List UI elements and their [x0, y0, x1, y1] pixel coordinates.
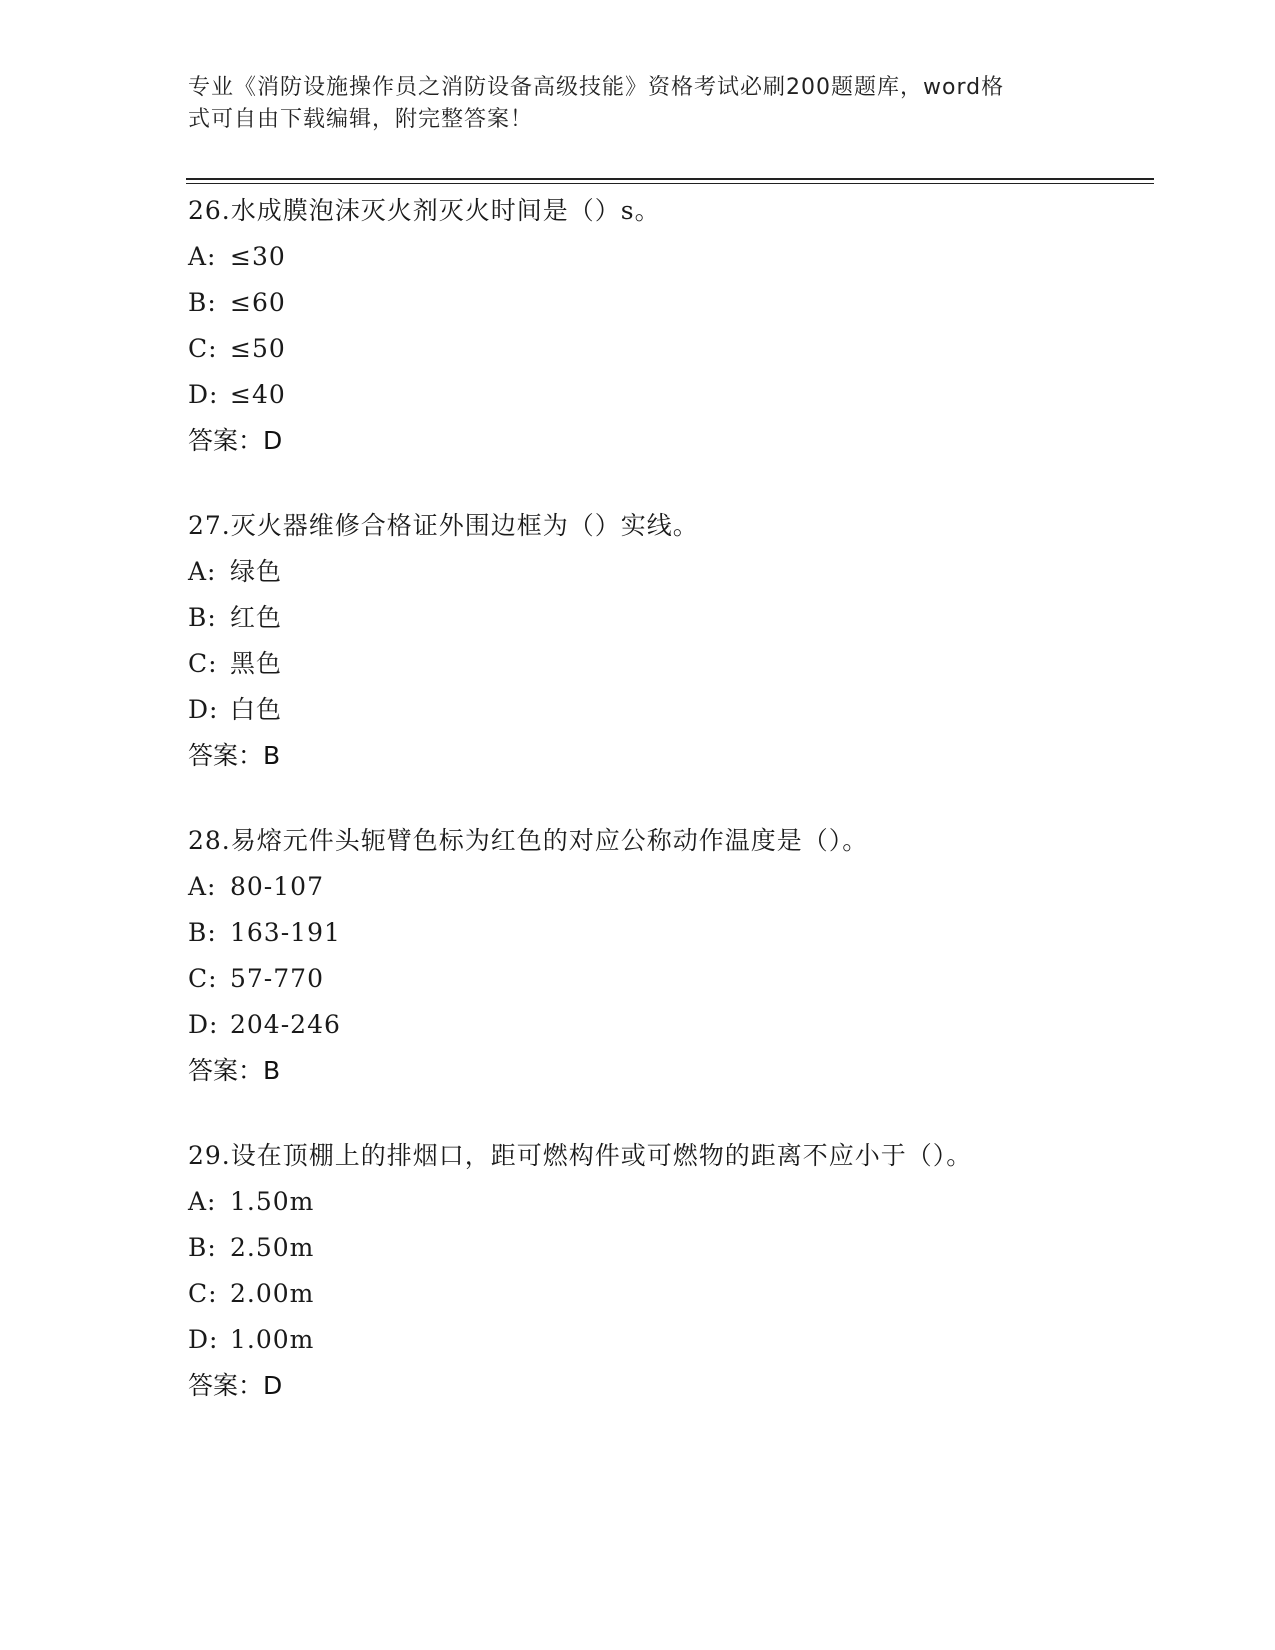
option-text: ≤40 [230, 380, 286, 409]
option-c [188, 326, 1148, 372]
option-d [188, 1002, 1148, 1048]
option-text: 白色 [230, 695, 283, 724]
option-text: ≤30 [230, 242, 286, 271]
option-text: 2.00m [230, 1279, 315, 1308]
option-letter: D: [188, 695, 219, 724]
option-letter: A: [188, 1187, 217, 1216]
option-d [188, 687, 1148, 733]
option-letter: B: [188, 1233, 217, 1262]
option-a [188, 864, 1148, 910]
option-letter: B: [188, 603, 217, 632]
question-29 [188, 1133, 1148, 1409]
question-27 [188, 503, 1148, 779]
answer-line: 答案：B [188, 741, 281, 770]
document-header [188, 72, 1068, 136]
option-text: 1.00m [230, 1325, 315, 1354]
option-text: 204-246 [230, 1010, 341, 1039]
option-text: 80-107 [230, 872, 324, 901]
option-letter: D: [188, 1010, 219, 1039]
option-text: 黑色 [230, 649, 283, 678]
header-divider-thin [186, 183, 1154, 184]
option-a [188, 1179, 1148, 1225]
option-letter: A: [188, 872, 217, 901]
option-text: 163-191 [230, 918, 341, 947]
option-d [188, 1317, 1148, 1363]
option-b [188, 1225, 1148, 1271]
option-letter: C: [188, 649, 218, 678]
option-letter: A: [188, 242, 217, 271]
option-d [188, 372, 1148, 418]
option-text: 红色 [230, 603, 283, 632]
option-letter: D: [188, 380, 219, 409]
option-a [188, 234, 1148, 280]
option-text: 57-770 [230, 964, 324, 993]
option-letter: C: [188, 334, 218, 363]
option-c [188, 641, 1148, 687]
option-b [188, 595, 1148, 641]
answer-line: 答案：D [188, 1371, 283, 1400]
option-letter: C: [188, 1279, 218, 1308]
answer-line: 答案：B [188, 1056, 281, 1085]
option-text: ≤60 [230, 288, 286, 317]
question-stem: 28.易熔元件头轭臂色标为红色的对应公称动作温度是（）。 [188, 826, 869, 855]
option-c [188, 956, 1148, 1002]
header-line-1: 专业《消防设施操作员之消防设备高级技能》资格考试必刷200题题库，word格 [188, 75, 1005, 100]
question-28 [188, 818, 1148, 1094]
option-letter: C: [188, 964, 218, 993]
option-letter: B: [188, 288, 217, 317]
answer-line: 答案：D [188, 426, 283, 455]
option-text: 绿色 [230, 557, 283, 586]
option-c [188, 1271, 1148, 1317]
option-letter: D: [188, 1325, 219, 1354]
option-letter: B: [188, 918, 217, 947]
option-text: ≤50 [230, 334, 286, 363]
option-b [188, 280, 1148, 326]
option-letter: A: [188, 557, 217, 586]
question-stem: 26.水成膜泡沫灭火剂灭火时间是（）s。 [188, 196, 661, 225]
question-stem: 27.灭火器维修合格证外围边框为（）实线。 [188, 511, 699, 540]
option-b [188, 910, 1148, 956]
question-stem: 29.设在顶棚上的排烟口，距可燃构件或可燃物的距离不应小于（）。 [188, 1141, 973, 1170]
header-line-2: 式可自由下载编辑，附完整答案！ [188, 107, 534, 132]
option-a [188, 549, 1148, 595]
header-divider-thick [186, 178, 1154, 180]
option-text: 1.50m [230, 1187, 315, 1216]
option-text: 2.50m [230, 1233, 315, 1262]
question-26 [188, 188, 1148, 464]
